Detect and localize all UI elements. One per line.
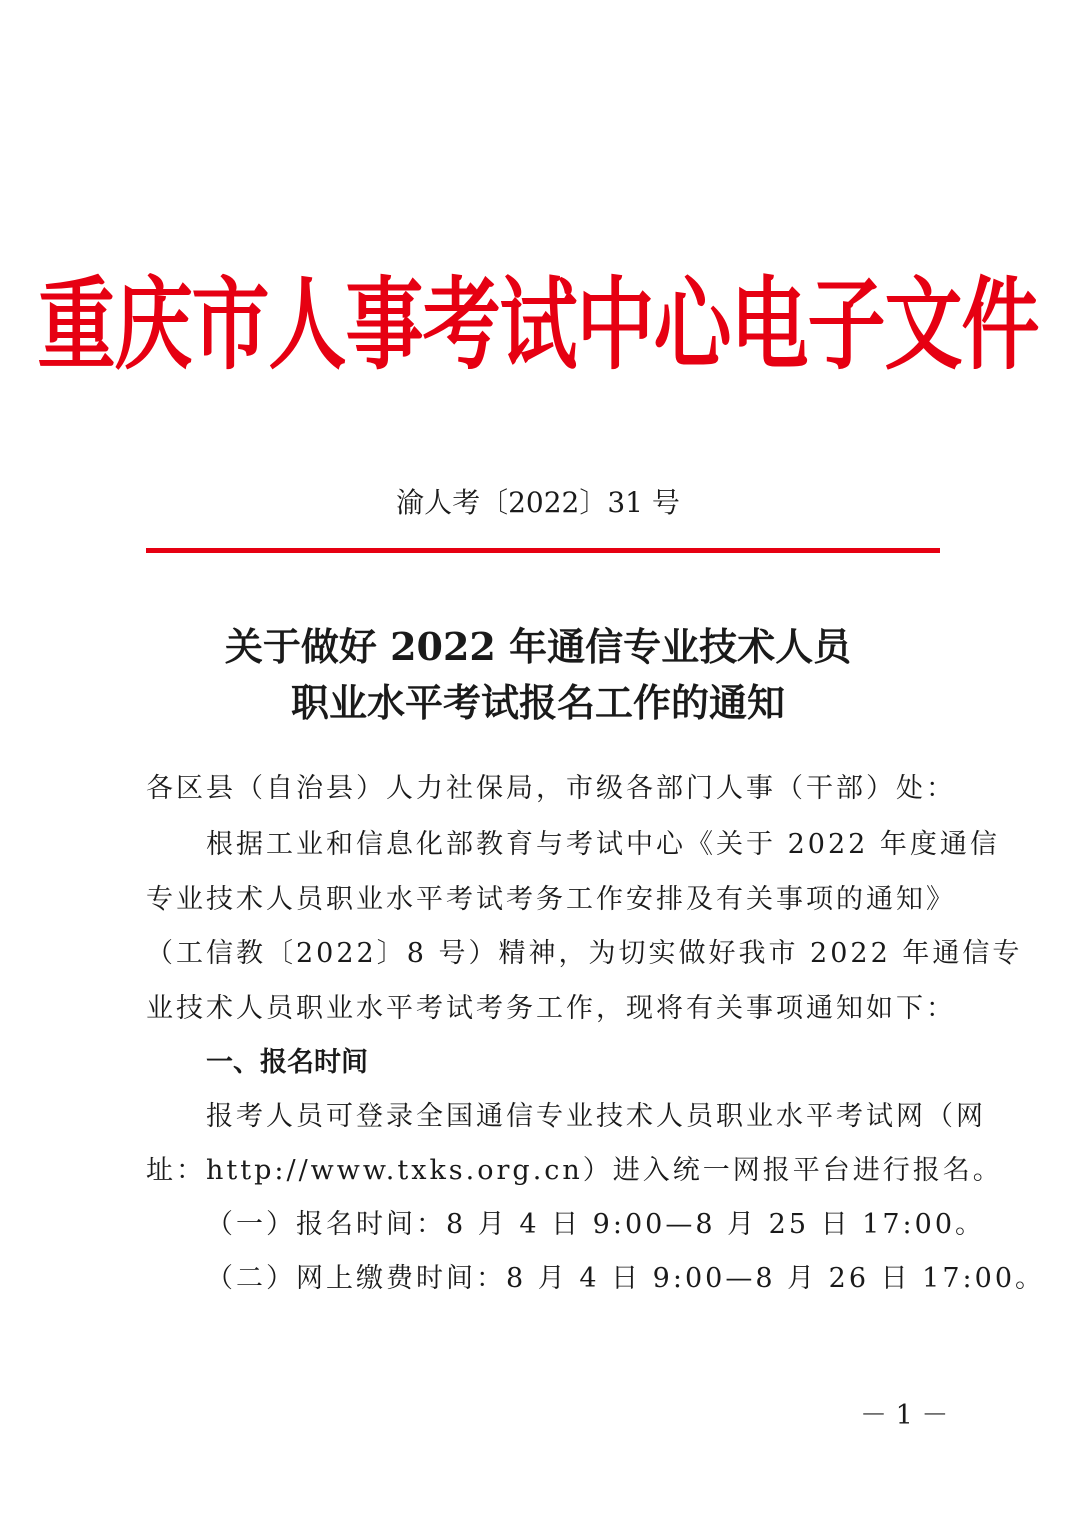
masthead-title: 重庆市人事考试中心电子文件 bbox=[37, 268, 1039, 384]
page-number: － 1 － bbox=[860, 1400, 949, 1431]
section1-line-2: 址：http://www.txks.org.cn）进入统一网报平台进行报名。 bbox=[146, 1155, 1003, 1186]
intro-line-1: 根据工业和信息化部教育与考试中心《关于 2022 年度通信 bbox=[206, 829, 1000, 860]
item-payment-period: （二）网上缴费时间：8 月 4 日 9:00—8 月 26 日 17:00。 bbox=[206, 1263, 1045, 1294]
notice-title-line-1: 关于做好 2022 年通信专业技术人员 bbox=[224, 624, 852, 669]
document-number: 渝人考〔2022〕31 号 bbox=[396, 486, 680, 519]
intro-line-4: 业技术人员职业水平考试考务工作，现将有关事项通知如下： bbox=[146, 993, 956, 1024]
intro-line-2: 专业技术人员职业水平考试考务工作安排及有关事项的通知》 bbox=[146, 884, 956, 915]
section1-line-1: 报考人员可登录全国通信专业技术人员职业水平考试网（网 bbox=[206, 1101, 986, 1132]
salutation: 各区县（自治县）人力社保局，市级各部门人事（干部）处： bbox=[146, 773, 956, 804]
item-registration-period: （一）报名时间：8 月 4 日 9:00—8 月 25 日 17:00。 bbox=[206, 1209, 985, 1240]
section-heading-registration-time: 一、报名时间 bbox=[206, 1047, 368, 1078]
intro-line-3: （工信教〔2022〕8 号）精神，为切实做好我市 2022 年通信专 bbox=[146, 938, 1023, 969]
red-divider-rule bbox=[146, 548, 940, 553]
notice-title-line-2: 职业水平考试报名工作的通知 bbox=[290, 680, 785, 725]
